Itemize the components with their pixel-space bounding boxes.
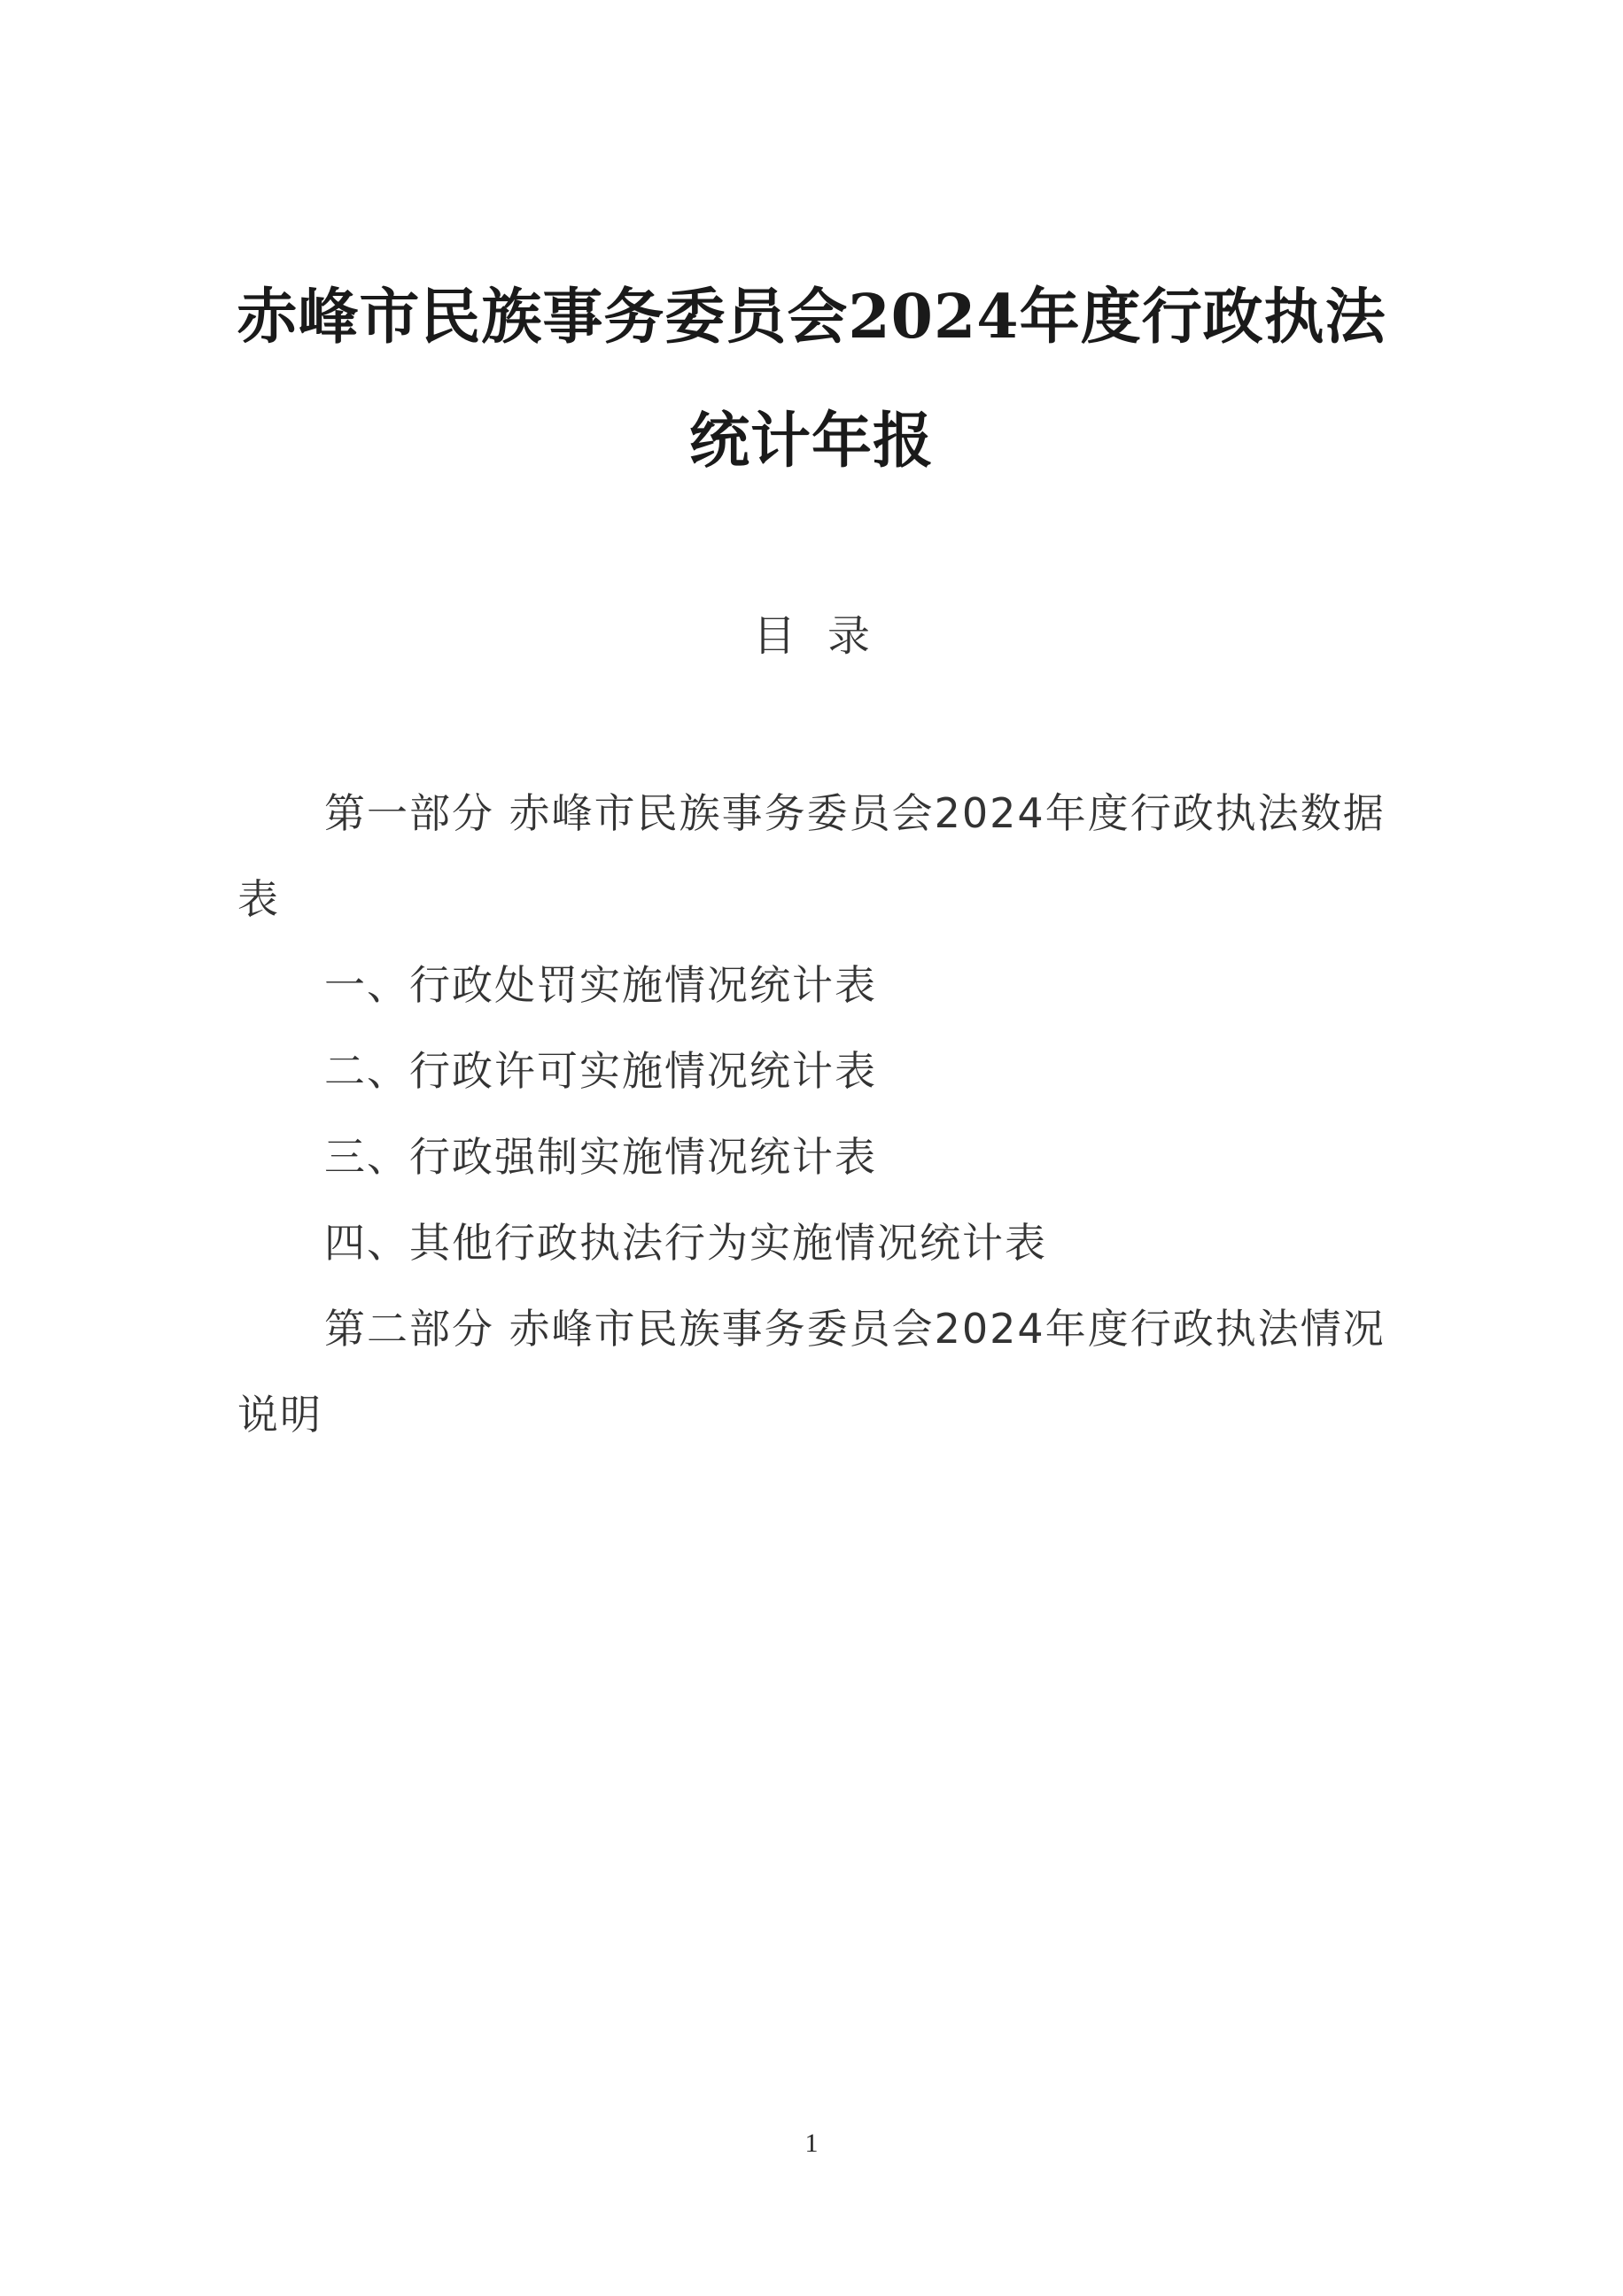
table-of-contents: [237, 771, 1389, 1458]
toc-item-1: 一、行政处罚实施情况统计表: [324, 961, 877, 1009]
toc-item-3: 三、行政强制实施情况统计表: [324, 1133, 877, 1181]
page-number: 1: [804, 2129, 819, 2158]
toc-part-1: 第一部分 赤峰市民族事务委员会2024年度行政执法数据表: [237, 789, 1386, 923]
document-title-line-1: 赤峰市民族事务委员会2024年度行政执法: [237, 282, 1386, 353]
toc-item-2: 二、行政许可实施情况统计表: [324, 1047, 877, 1095]
toc-item-4: 四、其他行政执法行为实施情况统计表: [324, 1219, 1047, 1267]
document-title-line-2: 统计年报: [688, 406, 934, 477]
toc-part-2: 第二部分 赤峰市民族事务委员会2024年度行政执法情况说明: [237, 1305, 1386, 1439]
toc-heading: 目录: [752, 611, 902, 661]
